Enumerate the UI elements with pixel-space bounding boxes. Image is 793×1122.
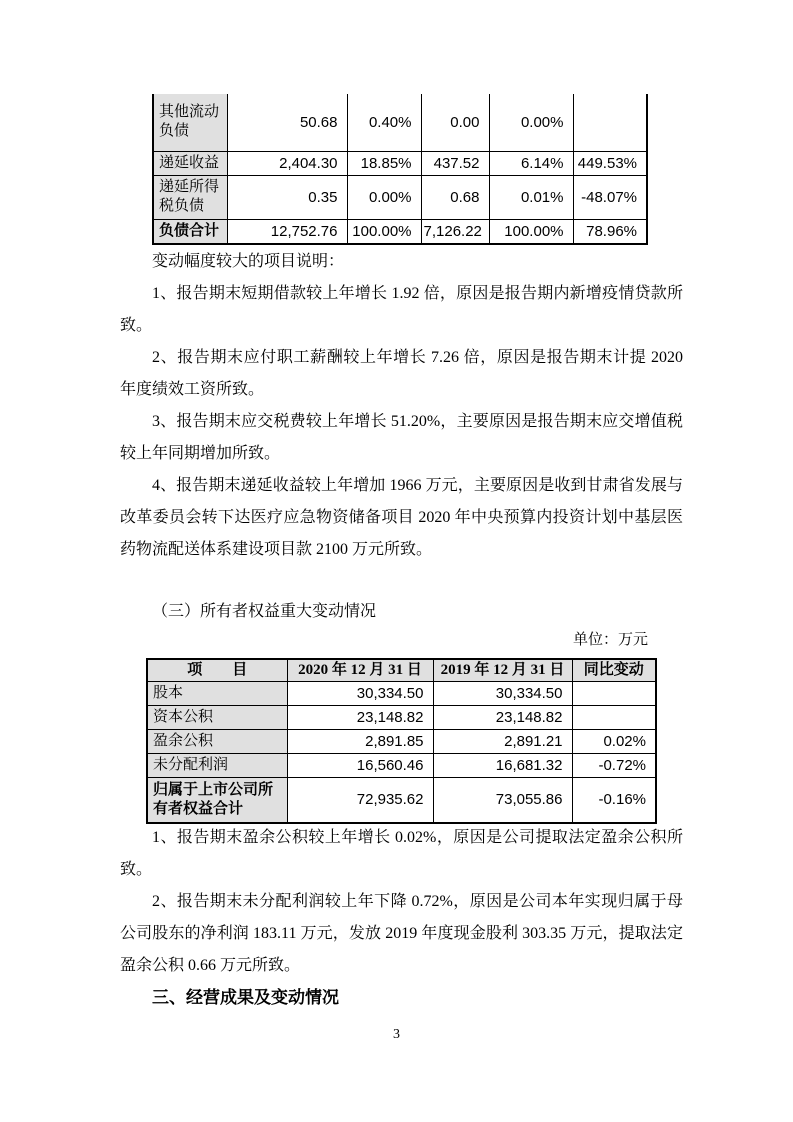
equity-note-item: 1、报告期末盈余公积较上年增长 0.02%，原因是公司提取法定盈余公积所致。 (120, 829, 683, 878)
section-heading-operating-results: 三、经营成果及变动情况 (152, 988, 339, 1007)
amount-2020-cell: 2,404.30 (227, 151, 347, 175)
table-row (153, 94, 647, 151)
table-row-total (147, 778, 656, 823)
pct-2019-cell: 6.14% (489, 151, 573, 175)
header-change: 同比变动 (572, 659, 656, 682)
explanation-item: 2、报告期末应付职工薪酬较上年增长 7.26 倍，原因是报告期末计提 2020 年度绩效工资所致。 (120, 349, 683, 398)
header-item: 项 目 (147, 659, 287, 682)
table-header-row (147, 659, 656, 682)
explanation-item: 3、报告期末应交税费较上年增长 51.20%，主要原因是报告期末应交增值税较上年同期增加所致。 (120, 413, 683, 462)
change-cell: -0.16% (572, 778, 656, 823)
explanation-intro: 变动幅度较大的项目说明： (152, 253, 345, 270)
change-cell: 78.96% (573, 219, 647, 244)
change-cell: -48.07% (573, 175, 647, 219)
page-number: 3 (393, 1027, 400, 1042)
liabilities-table (152, 94, 648, 245)
change-cell: -0.72% (572, 754, 656, 778)
row-label: 股本 (147, 682, 287, 706)
value-2019-cell: 16,681.32 (433, 754, 572, 778)
table-row (147, 754, 656, 778)
value-2019-cell: 73,055.86 (433, 778, 572, 823)
amount-2020-cell: 0.35 (227, 175, 347, 219)
row-label: 其他流动负债 (153, 94, 227, 151)
header-date-2020: 2020 年 12 月 31 日 (287, 659, 433, 682)
pct-2020-cell: 0.00% (347, 175, 421, 219)
row-label-total: 归属于上市公司所有者权益合计 (147, 778, 287, 823)
equity-note-item: 2、报告期末未分配利润较上年下降 0.72%，原因是公司本年实现归属于母公司股东的净利润 183.11 万元，发放 2019 年度现金股利 303.35 万元，提取法定盈余公积 0.66 万元所致。 (120, 893, 683, 974)
change-cell: 0.02% (572, 730, 656, 754)
table-row (147, 682, 656, 706)
value-2020-cell: 30,334.50 (287, 682, 433, 706)
amount-2019-cell: 437.52 (421, 151, 489, 175)
value-2019-cell: 2,891.21 (433, 730, 572, 754)
table-row-total (153, 219, 647, 244)
pct-2019-cell: 100.00% (489, 219, 573, 244)
table-row (153, 151, 647, 175)
equity-notes (120, 822, 683, 982)
amount-2019-cell: 7,126.22 (421, 219, 489, 244)
row-label-total: 负债合计 (153, 219, 227, 244)
pct-2020-cell: 100.00% (347, 219, 421, 244)
change-cell (572, 682, 656, 706)
change-cell (573, 94, 647, 151)
value-2020-cell: 72,935.62 (287, 778, 433, 823)
pct-2020-cell: 0.40% (347, 94, 421, 151)
row-label: 递延所得税负债 (153, 175, 227, 219)
value-2019-cell: 30,334.50 (433, 682, 572, 706)
explanation-item: 4、报告期末递延收益较上年增加 1966 万元，主要原因是收到甘肃省发展与改革委员会转下达医疗应急物资储备项目 2020 年中央预算内投资计划中基层医药物流配送体系建设项目款 2100 万元所致。 (120, 477, 683, 558)
pct-2019-cell: 0.01% (489, 175, 573, 219)
pct-2019-cell: 0.00% (489, 94, 573, 151)
value-2020-cell: 16,560.46 (287, 754, 433, 778)
change-cell (572, 706, 656, 730)
value-2020-cell: 2,891.85 (287, 730, 433, 754)
equity-table (146, 658, 657, 824)
amount-2019-cell: 0.68 (421, 175, 489, 219)
row-label: 资本公积 (147, 706, 287, 730)
table-row (147, 706, 656, 730)
change-explanations (120, 246, 683, 566)
row-label: 递延收益 (153, 151, 227, 175)
amount-2020-cell: 50.68 (227, 94, 347, 151)
change-cell: 449.53% (573, 151, 647, 175)
table-row (153, 175, 647, 219)
row-label: 盈余公积 (147, 730, 287, 754)
header-date-2019: 2019 年 12 月 31 日 (433, 659, 572, 682)
value-2019-cell: 23,148.82 (433, 706, 572, 730)
amount-2019-cell: 0.00 (421, 94, 489, 151)
value-2020-cell: 23,148.82 (287, 706, 433, 730)
section-heading-equity: （三）所有者权益重大变动情况 (152, 603, 377, 620)
pct-2020-cell: 18.85% (347, 151, 421, 175)
amount-2020-cell: 12,752.76 (227, 219, 347, 244)
row-label: 未分配利润 (147, 754, 287, 778)
table-row (147, 730, 656, 754)
explanation-item: 1、报告期末短期借款较上年增长 1.92 倍，原因是报告期内新增疫情贷款所致。 (120, 285, 683, 334)
unit-label: 单位：万元 (572, 632, 648, 648)
